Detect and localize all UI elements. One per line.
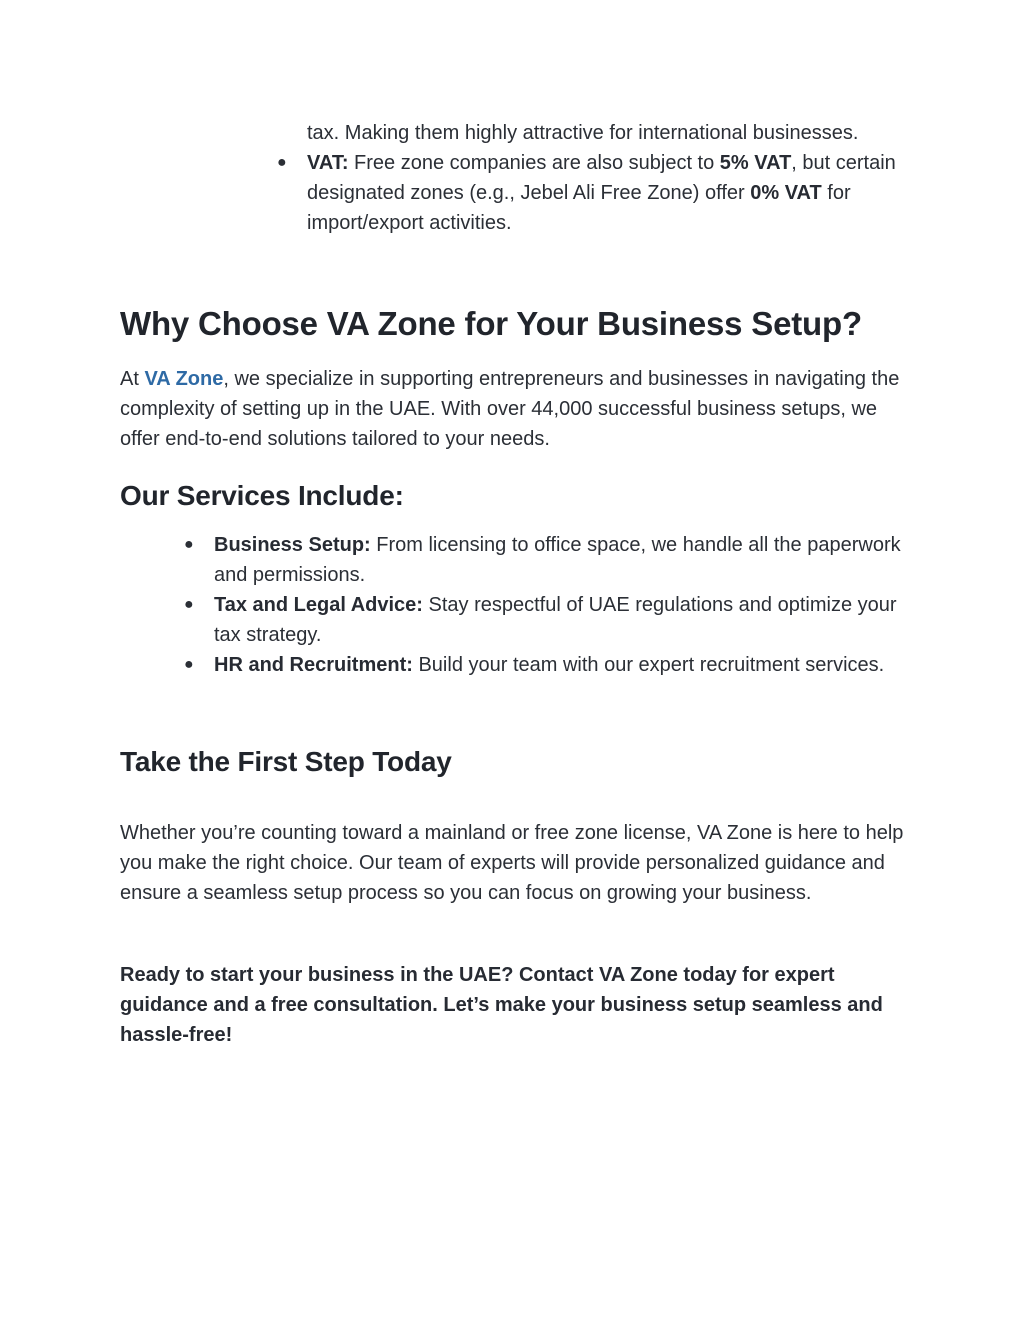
vat-text-3: for import/export activities. xyxy=(307,182,851,234)
vat-rate-bold: 5% VAT xyxy=(719,152,792,174)
service-text: From licensing to office space, we handle all the paperwork and permissions. xyxy=(214,534,901,586)
va-zone-link[interactable]: VA Zone xyxy=(144,368,224,390)
services-list xyxy=(184,530,914,680)
first-step-heading: Take the First Step Today xyxy=(120,746,452,777)
service-label: HR and Recruitment: xyxy=(214,654,413,676)
vat-text-2: , but certain designated zones (e.g., Jebel Ali Free Zone) offer xyxy=(307,152,896,204)
service-text: Stay respectful of UAE regulations and optimize your tax strategy. xyxy=(214,594,897,646)
list-item-continuation: tax. Making them highly attractive for international businesses. xyxy=(307,122,859,144)
intro-rest: , we specialize in supporting entrepreneurs and businesses in navigating the complexity of setting up in the UAE. With over 44,000 successful business setups, we offer end-to-end solutions tailored to your needs. xyxy=(120,368,900,450)
service-text: Build your team with our expert recruitment services. xyxy=(412,654,885,676)
intro-paragraph xyxy=(120,364,910,454)
first-step-paragraph: Whether you’re counting toward a mainland or free zone license, VA Zone is here to help you make the right choice. Our team of experts will provide personalized guidance and ensure a seamless setup process so you can focus on growing your business. xyxy=(120,822,904,904)
service-label: Tax and Legal Advice: xyxy=(214,594,423,616)
services-heading: Our Services Include: xyxy=(120,480,404,511)
vat-zero-rate-bold: 0% VAT xyxy=(750,182,822,204)
service-item-hr-recruitment xyxy=(184,650,914,680)
bullet-icon: ● xyxy=(184,536,194,553)
bullet-icon: ● xyxy=(184,656,194,673)
bullet-icon: ● xyxy=(184,596,194,613)
service-item-business-setup xyxy=(184,530,914,590)
call-to-action-paragraph: Ready to start your business in the UAE? Contact VA Zone today for expert guidance and a free consultation. Let’s make your business setup seamless and hassle-free! xyxy=(120,964,883,1046)
service-item-tax-legal xyxy=(184,590,914,650)
free-zone-tax-list xyxy=(277,118,907,238)
vat-text-1: Free zone companies are also subject to xyxy=(348,152,720,174)
list-item xyxy=(307,118,907,148)
vat-label: VAT: xyxy=(307,152,349,174)
why-choose-heading: Why Choose VA Zone for Your Business Setup? xyxy=(120,305,862,342)
intro-prefix: At xyxy=(120,368,145,390)
list-item-vat xyxy=(277,148,907,238)
bullet-icon: ● xyxy=(277,154,287,171)
service-label: Business Setup: xyxy=(214,534,371,556)
